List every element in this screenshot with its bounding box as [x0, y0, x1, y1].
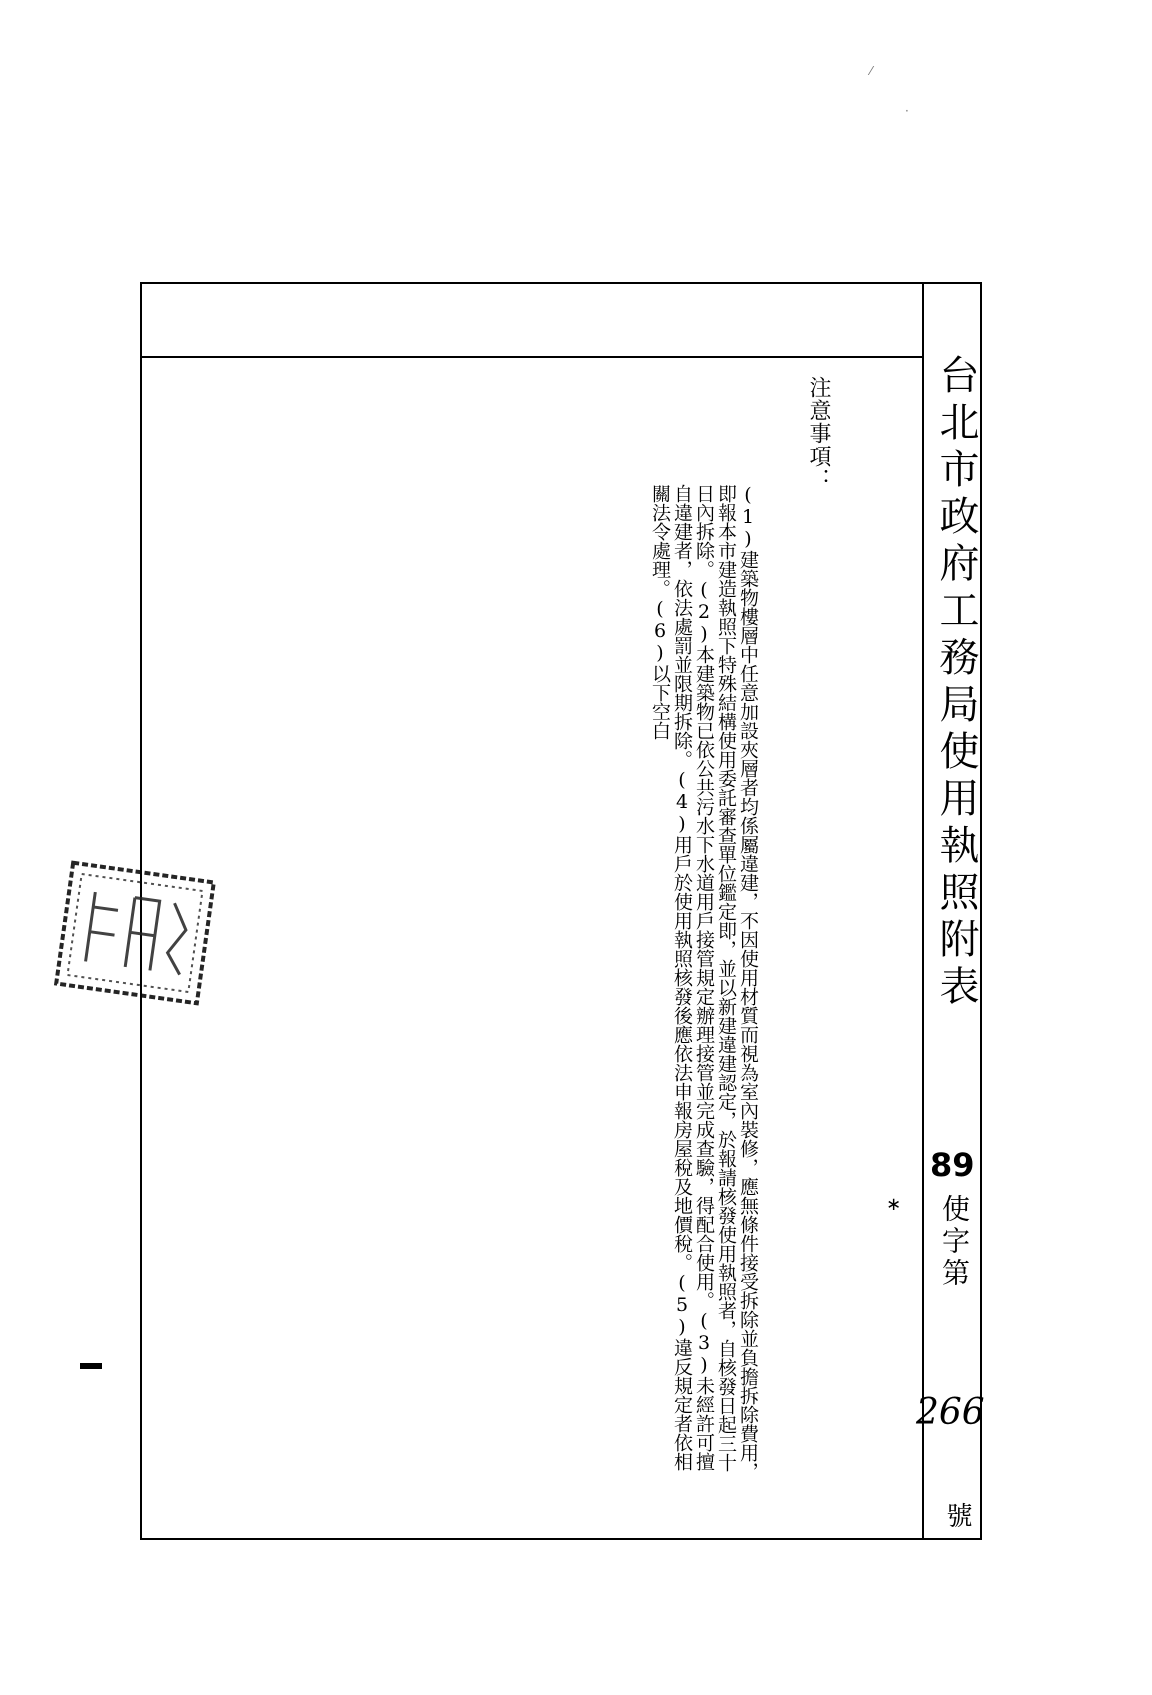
scan-speck: ·	[905, 104, 909, 118]
license-number: 266	[916, 1392, 985, 1433]
scan-speck: ⁄	[870, 64, 873, 78]
tick-mark: ∗	[886, 1194, 902, 1215]
form-frame	[140, 282, 985, 1540]
seal-stamp	[52, 858, 219, 1008]
id-suffix: 使字第	[938, 1194, 971, 1290]
notes-heading: 注意事項：	[806, 376, 831, 491]
year-number: 89	[930, 1146, 975, 1184]
header-divider	[142, 356, 922, 358]
side-column	[916, 284, 985, 1538]
form-title: 台北市政府工務局使用執照附表	[933, 354, 979, 1012]
number-suffix: 號	[942, 1502, 972, 1528]
notes-body: (1)建築物樓層中任意加設夾層者均係屬違建，不因使用材質而視為室內裝修，應無條件接受拆除並負擔拆除費用，即報本市建造執照下特殊結構使用委託審查單位鑑定即，並以新建違建認定，於報請核發使用執照者，自核發日起三十日內拆除。(2)本建築物已依公共污水下水道用戶接管規定辦理接管並完成查驗，得配合使用。(3)未經許可擅自違建者，依法處罰並限期拆除。(4)用戶於使用執照核發後應依法申報房屋稅及地價稅。(5)違反規定者依相關法令處理。(6)以下空白	[649, 484, 759, 1481]
scan-mark	[80, 1363, 102, 1369]
